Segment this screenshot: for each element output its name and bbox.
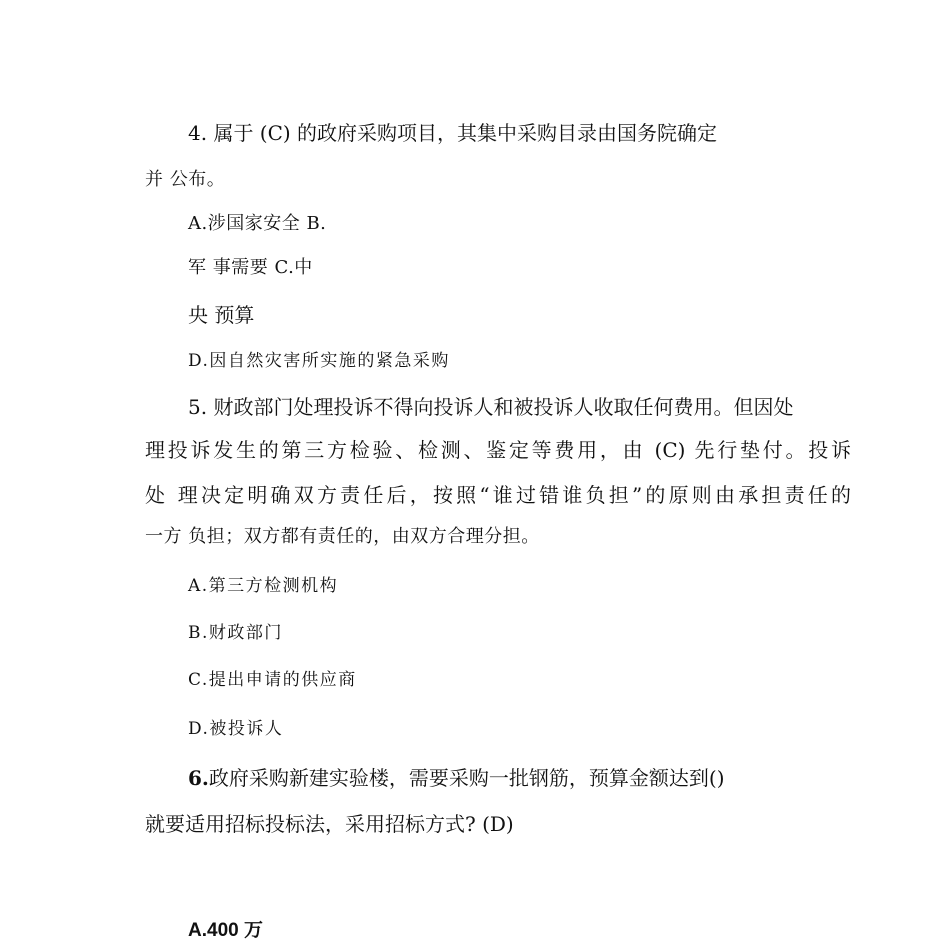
q4-option-c: 央 预算 [188,303,255,327]
q5-option-a: A.第三方检测机构 [188,576,339,596]
q5-line-2: 理投诉发生的第三方检验、检测、鉴定等费用，由 (C) 先行垫付。投诉 [145,438,851,462]
q5-option-c: C.提出申请的供应商 [188,670,357,690]
q5-line-4: 一方 负担；双方都有责任的，由双方合理分担。 [145,526,540,547]
q5-option-d: D.被投诉人 [188,719,284,739]
q4-line-2: 并 公布。 [145,169,226,190]
q4-option-b: 军 事需要 C.中 [188,257,313,278]
q6-line-1-text: 政府采购新建实验楼，需要采购一批钢筋，预算金额达到() [208,766,725,790]
q5-line-1: 5. 财政部门处理投诉不得向投诉人和被投诉人收取任何费用。但因处 [188,395,794,419]
q6-option-a: A.400 万 [188,920,263,941]
q5-option-b: B.财政部门 [188,623,283,643]
q4-option-d: D.因自然灾害所实施的紧急采购 [188,351,450,371]
q6-number: 6. [188,766,209,790]
q4-line-1: 4. 属于 (C) 的政府采购项目，其集中采购目录由国务院确定 [188,121,718,145]
q5-line-3: 处 理决定明确双方责任后，按照“谁过错谁负担”的原则由承担责任的 [145,483,851,507]
q4-option-a: A.涉国家安全 B. [188,213,327,234]
q6-line-2: 就要适用招标投标法，采用招标方式? (D) [145,812,514,836]
q6-line-1 [188,768,725,788]
